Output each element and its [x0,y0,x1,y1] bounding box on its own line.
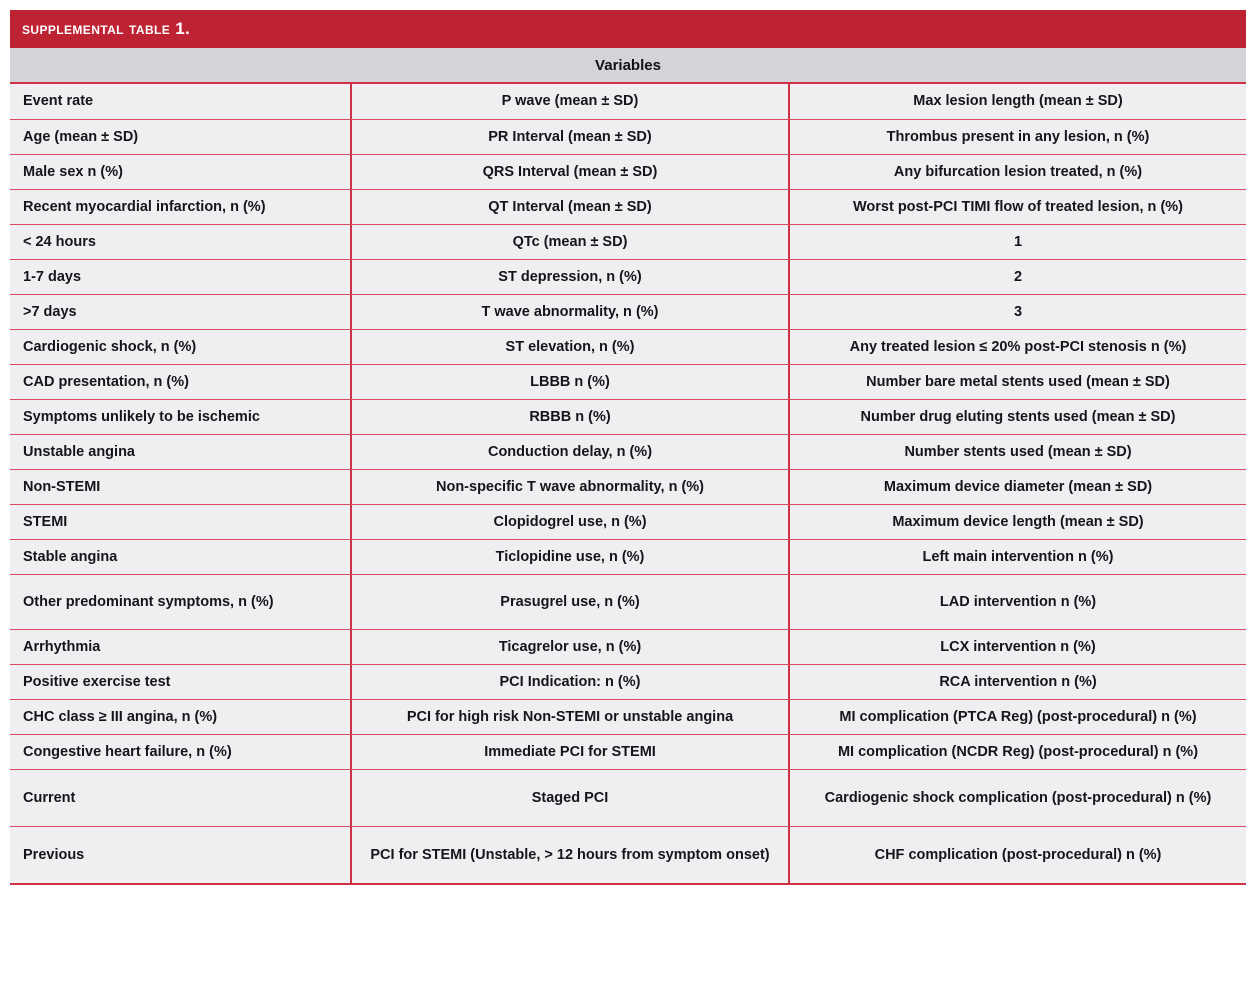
table-cell-col3 [790,84,1246,119]
table-cell-col3 [790,770,1246,826]
cell-text: Maximum device diameter (mean ± SD) [883,478,1153,495]
table-cell-col3 [790,400,1246,434]
cell-text: CAD presentation, n (%) [23,373,189,390]
cell-text: Ticagrelor use, n (%) [498,638,642,655]
table-cell-col3 [790,365,1246,399]
cell-text: Male sex n (%) [23,163,123,180]
column-header-variables: Variables [595,56,661,74]
table-row [10,399,1246,434]
table-cell-col3 [790,505,1246,539]
cell-text: Congestive heart failure, n (%) [23,743,232,760]
table-cell-col2 [352,700,790,734]
cell-text: RCA intervention n (%) [939,673,1097,690]
table-cell-col2 [352,330,790,364]
table-cell-col2 [352,84,790,119]
cell-text: Staged PCI [531,789,609,806]
table-cell-col1 [10,827,352,883]
table-cell-col2 [352,155,790,189]
table-cell-col3 [790,120,1246,154]
cell-text: Number stents used (mean ± SD) [904,443,1132,460]
cell-text: P wave (mean ± SD) [501,93,639,110]
table-row [10,769,1246,826]
table-cell-col2 [352,575,790,629]
table-column-header [10,48,1246,84]
cell-text: LCX intervention n (%) [940,638,1096,655]
cell-text: Cardiogenic shock complication (post-procedural) n (%) [824,789,1212,806]
table-cell-col3 [790,540,1246,574]
cell-text: Worst post-PCI TIMI flow of treated lesion, n (%) [852,198,1183,215]
cell-text: Any treated lesion ≤ 20% post-PCI stenosis n (%) [849,338,1187,355]
table-row [10,259,1246,294]
cell-text: LBBB n (%) [530,373,610,390]
table-cell-col3 [790,827,1246,883]
cell-text: Maximum device length (mean ± SD) [892,513,1144,530]
table-title: supplemental table 1. [22,19,191,38]
table-cell-col1 [10,225,352,259]
cell-text: Number drug eluting stents used (mean ± SD) [860,408,1176,425]
table-cell-col3 [790,735,1246,769]
table-cell-col2 [352,505,790,539]
table-cell-col2 [352,540,790,574]
table-row [10,539,1246,574]
cell-text: STEMI [23,513,68,530]
cell-text: Ticlopidine use, n (%) [495,548,645,565]
table-row [10,434,1246,469]
cell-text: CHC class ≥ III angina, n (%) [23,708,218,725]
cell-text: Age (mean ± SD) [23,128,139,145]
table-cell-col3 [790,225,1246,259]
table-cell-col2 [352,260,790,294]
cell-text: Unstable angina [23,443,135,460]
cell-text: Any bifurcation lesion treated, n (%) [893,163,1143,180]
cell-text: QTc (mean ± SD) [512,233,628,250]
table-cell-col3 [790,630,1246,664]
cell-text: RBBB n (%) [529,408,611,425]
cell-text: Immediate PCI for STEMI [484,743,656,760]
table-cell-col3 [790,260,1246,294]
table-cell-col3 [790,435,1246,469]
cell-text: >7 days [23,303,77,320]
table-cell-col3 [790,295,1246,329]
table-cell-col2 [352,665,790,699]
table-cell-col2 [352,365,790,399]
cell-text: QRS Interval (mean ± SD) [482,163,658,180]
cell-text: Stable angina [23,548,118,565]
cell-text: 1 [1013,233,1023,250]
table-cell-col1 [10,700,352,734]
table-cell-col2 [352,470,790,504]
cell-text: Positive exercise test [23,673,171,690]
cell-text: LAD intervention n (%) [939,593,1097,610]
table-cell-col2 [352,435,790,469]
cell-text: Conduction delay, n (%) [487,443,653,460]
table-cell-col3 [790,700,1246,734]
cell-text: < 24 hours [23,233,96,250]
table-row [10,734,1246,769]
table-cell-col1 [10,435,352,469]
cell-text: Left main intervention n (%) [922,548,1114,565]
cell-text: MI complication (NCDR Reg) (post-procedural) n (%) [837,743,1199,760]
cell-text: Arrhythmia [23,638,101,655]
table-cell-col1 [10,630,352,664]
table-cell-col2 [352,770,790,826]
cell-text: Recent myocardial infarction, n (%) [23,198,266,215]
cell-text: Max lesion length (mean ± SD) [913,93,1123,110]
cell-text: Non-specific T wave abnormality, n (%) [435,478,705,495]
table-cell-col3 [790,470,1246,504]
table-cell-col1 [10,330,352,364]
cell-text: QT Interval (mean ± SD) [488,198,652,215]
table-cell-col2 [352,190,790,224]
table-cell-col3 [790,575,1246,629]
cell-text: Clopidogrel use, n (%) [493,513,647,530]
table-cell-col1 [10,400,352,434]
table-cell-col2 [352,630,790,664]
table-body [10,84,1246,885]
table-cell-col1 [10,665,352,699]
cell-text: Other predominant symptoms, n (%) [23,593,274,610]
cell-text: Symptoms unlikely to be ischemic [23,408,260,425]
table-cell-col1 [10,365,352,399]
table-row [10,504,1246,539]
table-cell-col1 [10,575,352,629]
table-cell-col1 [10,260,352,294]
cell-text: ST elevation, n (%) [505,338,635,355]
table-cell-col1 [10,735,352,769]
table-row [10,699,1246,734]
table-row [10,224,1246,259]
table-title-band [10,10,1246,48]
table-cell-col3 [790,190,1246,224]
table-cell-col2 [352,735,790,769]
cell-text: 1-7 days [23,268,82,285]
table-cell-col2 [352,120,790,154]
table-row [10,364,1246,399]
cell-text: Previous [23,846,85,863]
cell-text: MI complication (PTCA Reg) (post-procedural) n (%) [839,708,1197,725]
table-cell-col2 [352,400,790,434]
cell-text: ST depression, n (%) [498,268,642,285]
cell-text: 2 [1013,268,1023,285]
table-row [10,469,1246,504]
table-cell-col1 [10,155,352,189]
cell-text: PCI for high risk Non-STEMI or unstable angina [406,708,734,725]
table-cell-col1 [10,190,352,224]
cell-text: PCI Indication: n (%) [499,673,641,690]
table-cell-col1 [10,770,352,826]
cell-text: Thrombus present in any lesion, n (%) [886,128,1150,145]
table-cell-col3 [790,665,1246,699]
table-cell-col1 [10,84,352,119]
table-row [10,189,1246,224]
table-cell-col3 [790,330,1246,364]
table-row [10,329,1246,364]
cell-text: Cardiogenic shock, n (%) [23,338,197,355]
cell-text: Current [23,789,76,806]
table-cell-col1 [10,540,352,574]
table-row [10,84,1246,119]
cell-text: CHF complication (post-procedural) n (%) [874,846,1162,863]
table-cell-col1 [10,295,352,329]
table-cell-col1 [10,505,352,539]
cell-text: T wave abnormality, n (%) [481,303,659,320]
table-row [10,294,1246,329]
cell-text: Prasugrel use, n (%) [500,593,640,610]
cell-text: PR Interval (mean ± SD) [488,128,652,145]
cell-text: Non-STEMI [23,478,101,495]
table-row [10,574,1246,629]
table-row [10,629,1246,664]
table-cell-col3 [790,155,1246,189]
cell-text: Number bare metal stents used (mean ± SD) [866,373,1170,390]
table-cell-col2 [352,827,790,883]
cell-text: PCI for STEMI (Unstable, > 12 hours from symptom onset) [370,846,770,863]
table-row [10,154,1246,189]
table-cell-col1 [10,120,352,154]
table-cell-col1 [10,470,352,504]
table-row [10,664,1246,699]
table-row [10,826,1246,883]
table-cell-col2 [352,295,790,329]
table-cell-col2 [352,225,790,259]
table-row [10,119,1246,154]
cell-text: Event rate [23,93,94,110]
cell-text: 3 [1013,303,1023,320]
